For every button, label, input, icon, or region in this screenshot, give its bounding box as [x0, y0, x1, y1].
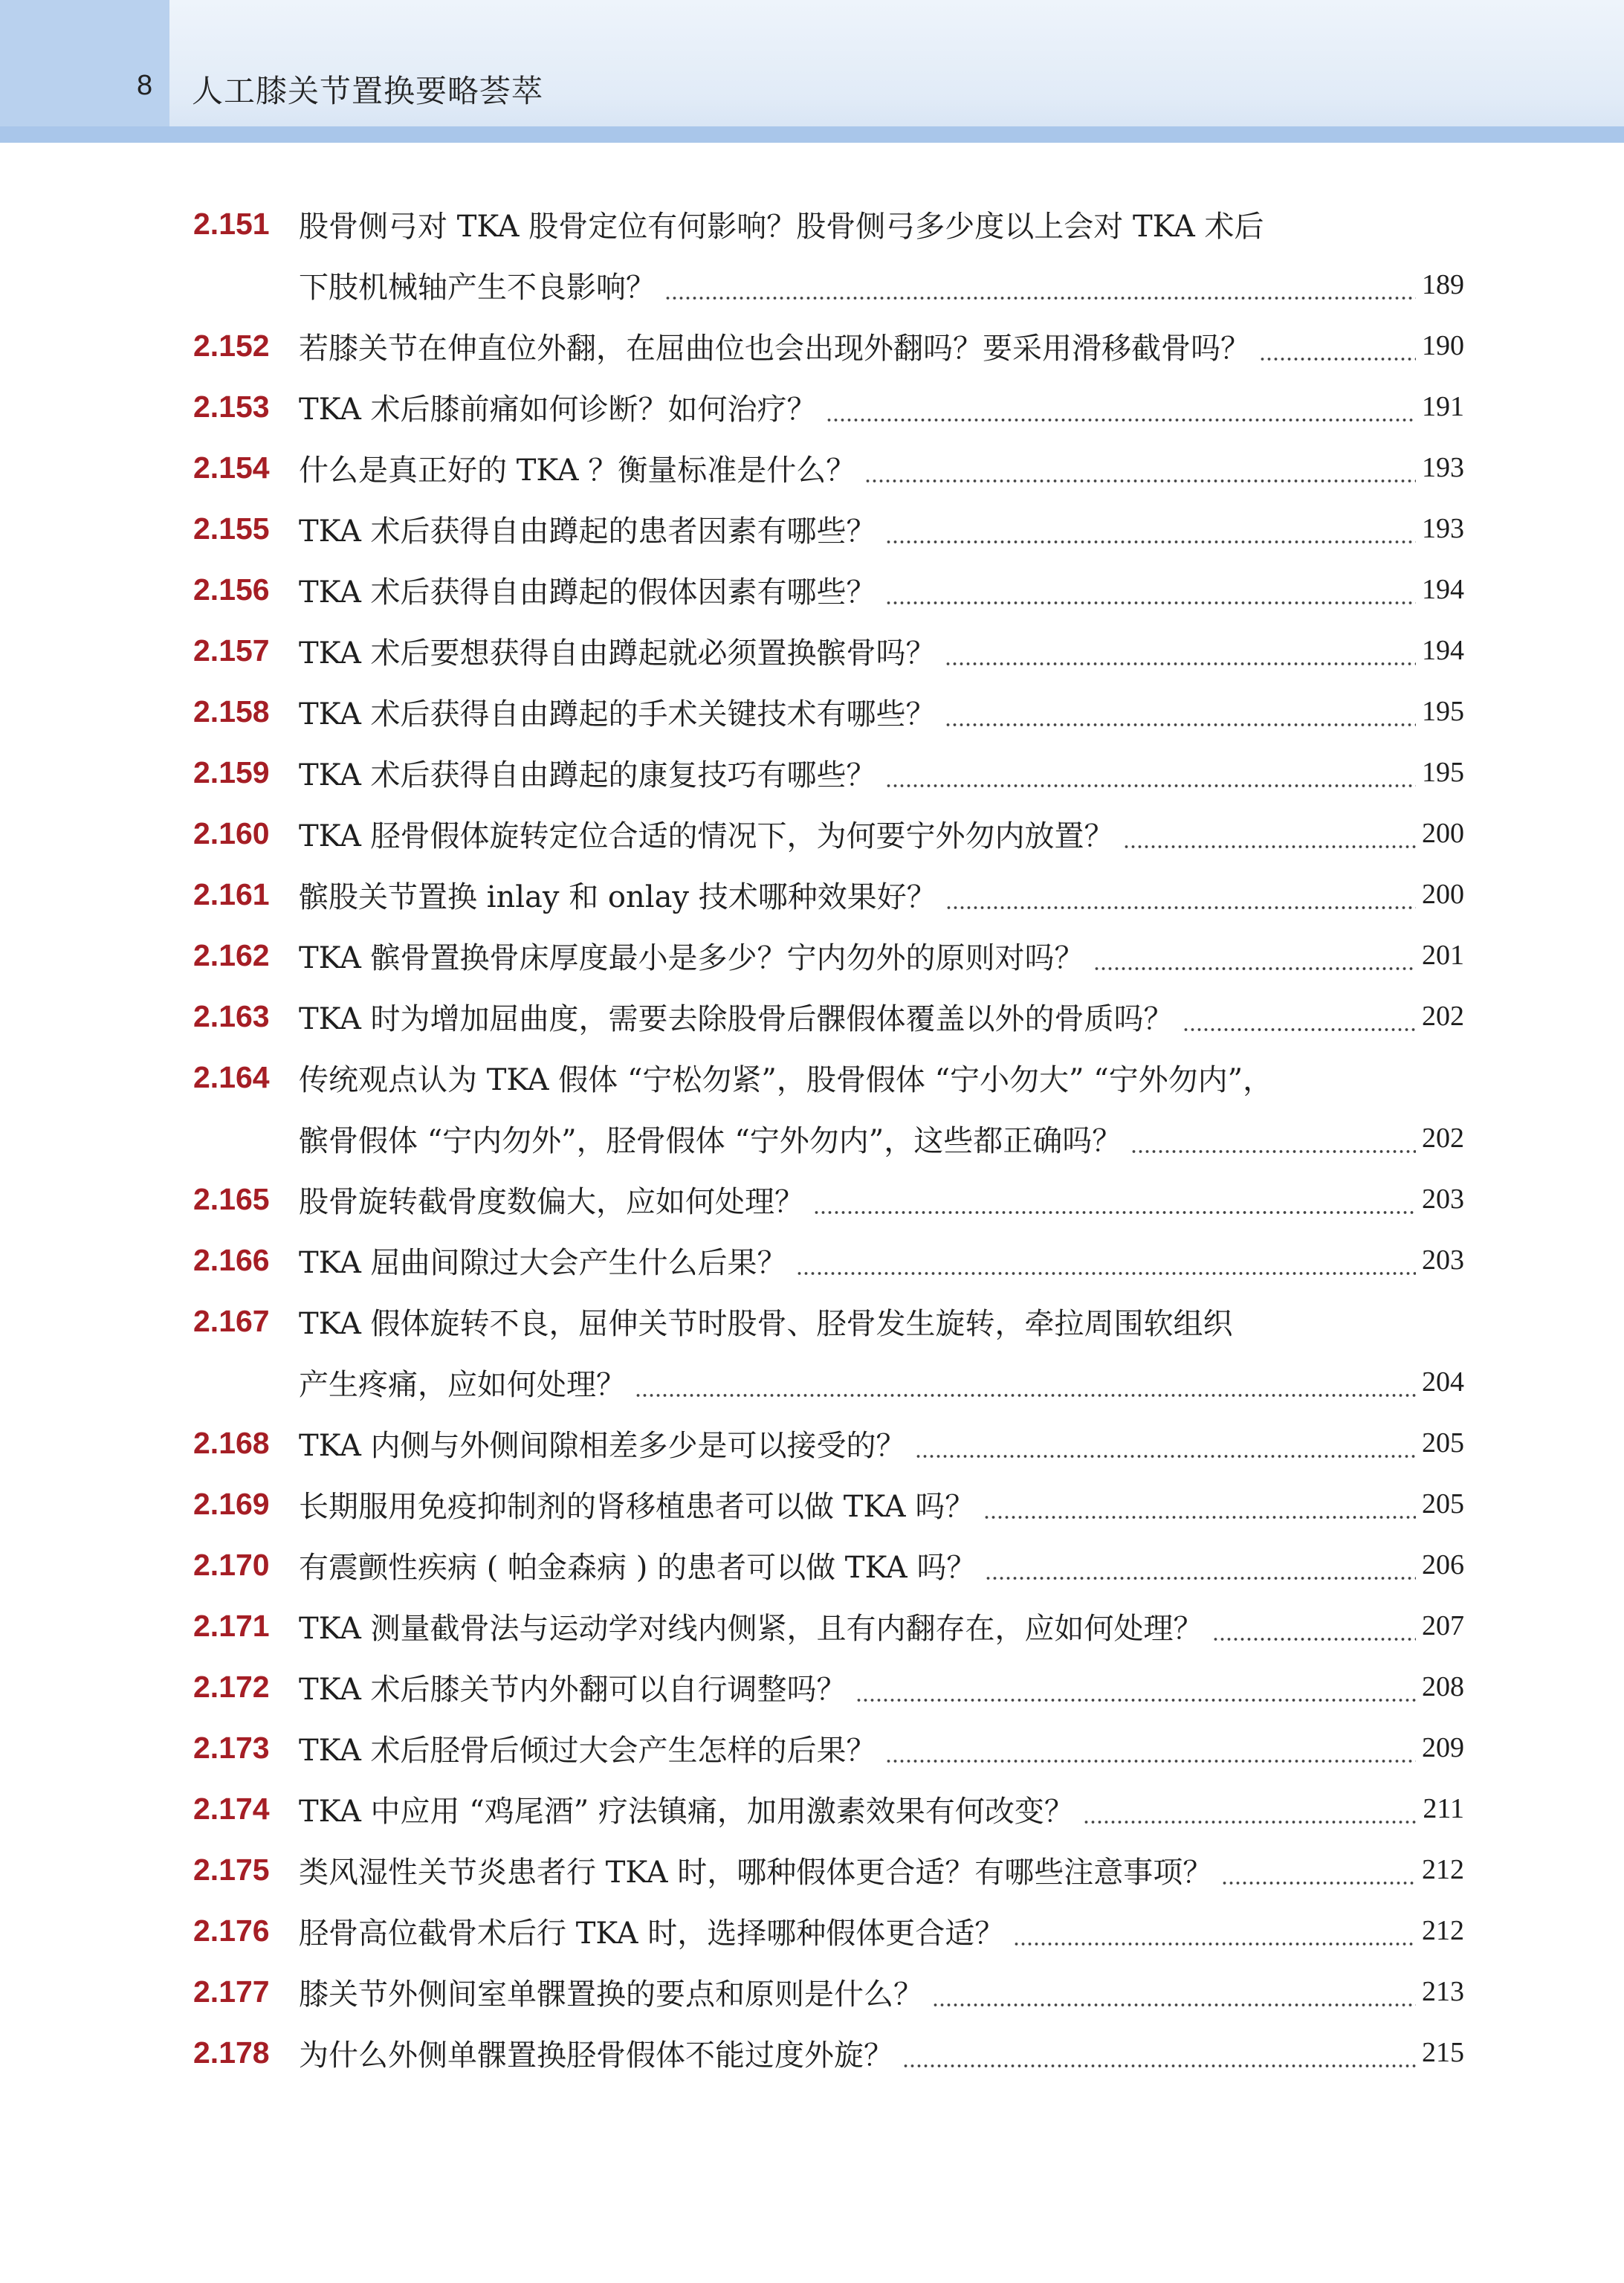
toc-line: [0, 986, 1624, 1047]
toc-line: [0, 1230, 1624, 1291]
toc-entry-title: TKA 内侧与外侧间隙相差多少是可以接受的？: [299, 1428, 906, 1463]
toc-line: [0, 1412, 1624, 1473]
toc-entry: [0, 864, 1624, 925]
toc-entry-title: TKA 术后获得自由蹲起的康复技巧有哪些？: [299, 758, 876, 792]
toc-line: [0, 1352, 1624, 1412]
toc-entry-title: 有震颤性疾病 ( 帕金森病 ) 的患者可以做 TKA 吗？: [299, 1550, 977, 1585]
toc-line: [0, 559, 1624, 620]
toc-entry: [0, 437, 1624, 498]
toc-page-number: 200: [1422, 879, 1464, 910]
toc-entry-number: 2.153: [193, 390, 270, 424]
toc-entry-title: 为什么外侧单髁置换胫骨假体不能过度外旋？: [299, 2038, 893, 2073]
toc-line: [0, 1108, 1624, 1169]
toc-entry-title: TKA 术后获得自由蹲起的假体因素有哪些？: [299, 575, 876, 610]
toc-entry-title: TKA 屈曲间隙过大会产生什么后果？: [299, 1245, 787, 1280]
toc-entry: [0, 2022, 1624, 2083]
toc-entry: [0, 1291, 1624, 1412]
toc-entry: [0, 1961, 1624, 2022]
toc-line: [0, 620, 1624, 681]
toc-line: [0, 1778, 1624, 1839]
dot-leader: [1123, 803, 1416, 864]
toc-page-number: 200: [1422, 818, 1464, 849]
toc-entry-title: 髌骨假体 “宁内勿外”，胫骨假体 “宁外勿内”，这些都正确吗？: [299, 1123, 1122, 1158]
toc-page-number: 215: [1422, 2037, 1464, 2068]
toc-entry-number: 2.154: [193, 451, 270, 485]
toc-page-number: 203: [1422, 1184, 1464, 1215]
toc-entry-title: 类风湿性关节炎患者行 TKA 时，哪种假体更合适？有哪些注意事项？: [299, 1855, 1213, 1890]
toc-entry-number: 2.163: [193, 999, 270, 1033]
dot-leader: [1130, 1108, 1416, 1169]
toc-line: [0, 803, 1624, 864]
toc-entry: [0, 1839, 1624, 1900]
toc-entry-number: 2.160: [193, 816, 270, 850]
dot-leader: [1083, 1778, 1417, 1839]
dot-leader: [1013, 1900, 1416, 1961]
toc-line: [0, 1961, 1624, 2022]
toc-entry-number: 2.169: [193, 1487, 270, 1521]
toc-page-number: 212: [1422, 1854, 1464, 1885]
toc-entry-title: TKA 术后胫骨后倾过大会产生怎样的后果？: [299, 1733, 876, 1768]
toc-page-number: 203: [1422, 1244, 1464, 1276]
toc-entry: [0, 681, 1624, 742]
toc-page-number: 206: [1422, 1549, 1464, 1580]
toc-entry-number: 2.174: [193, 1792, 270, 1826]
toc-entry-number: 2.165: [193, 1182, 270, 1216]
toc-entry: [0, 559, 1624, 620]
toc-entry-title: 胫骨高位截骨术后行 TKA 时，选择哪种假体更合适？: [299, 1916, 1005, 1951]
toc-page-number: 204: [1422, 1366, 1464, 1398]
toc-page-number: 189: [1422, 269, 1464, 300]
toc-page-number: 193: [1422, 452, 1464, 483]
toc-entry-title: 下肢机械轴产生不良影响？: [299, 270, 656, 305]
toc-page-number: 191: [1422, 391, 1464, 422]
toc-line: [0, 1900, 1624, 1961]
toc-entry-number: 2.176: [193, 1914, 270, 1948]
toc-entry: [0, 1717, 1624, 1778]
toc-entry-number: 2.157: [193, 633, 270, 668]
toc-entry-title: 股骨旋转截骨度数偏大，应如何处理？: [299, 1184, 804, 1219]
dot-leader: [826, 376, 1416, 437]
toc-entry-number: 2.156: [193, 572, 270, 607]
toc-entry-number: 2.155: [193, 511, 270, 546]
toc-entry-title: TKA 术后获得自由蹲起的手术关键技术有哪些？: [299, 697, 936, 732]
toc-line: [0, 315, 1624, 376]
toc-page-number: 205: [1422, 1427, 1464, 1459]
toc-entry-title: TKA 术后要想获得自由蹲起就必须置换髌骨吗？: [299, 636, 936, 671]
toc-entry: [0, 193, 1624, 315]
toc-entry: [0, 1473, 1624, 1534]
page-number: 8: [137, 70, 153, 101]
toc-entry-title: TKA 胫骨假体旋转定位合适的情况下，为何要宁外勿内放置？: [299, 818, 1114, 853]
toc-line: [0, 1595, 1624, 1656]
dot-leader: [855, 1656, 1416, 1717]
toc-entry-title: 股骨侧弓对 TKA 股骨定位有何影响？股骨侧弓多少度以上会对 TKA 术后: [299, 209, 1264, 244]
toc-page-number: 209: [1422, 1732, 1464, 1763]
toc-page-number: 194: [1422, 635, 1464, 666]
toc-entry-title: 什么是真正好的 TKA ？衡量标准是什么？: [299, 453, 856, 488]
toc-line: [0, 254, 1624, 315]
toc-line: [0, 742, 1624, 803]
toc-page-number: 213: [1422, 1976, 1464, 2007]
toc-entry-title: 髌股关节置换 inlay 和 onlay 技术哪种效果好？: [299, 879, 936, 914]
toc-entry: [0, 742, 1624, 803]
toc-line: [0, 2022, 1624, 2083]
toc-entry-title: 膝关节外侧间室单髁置换的要点和原则是什么？: [299, 1977, 923, 2012]
dot-leader: [864, 437, 1416, 498]
toc-line: [0, 437, 1624, 498]
dot-leader: [1259, 315, 1416, 376]
toc-entry-number: 2.177: [193, 1974, 270, 2009]
dot-leader: [915, 1412, 1416, 1473]
toc-line: [0, 925, 1624, 986]
toc-entry-title: TKA 中应用 “鸡尾酒” 疗法镇痛，加用激素效果有何改变？: [299, 1794, 1074, 1829]
header-rule: [0, 126, 1624, 143]
toc-entry-title: 产生疼痛，应如何处理？: [299, 1367, 626, 1402]
toc-page-number: 208: [1422, 1671, 1464, 1702]
toc-page-number: 207: [1422, 1610, 1464, 1641]
toc-page-number: 202: [1422, 1123, 1464, 1154]
toc-entry-number: 2.178: [193, 2035, 270, 2070]
toc-line: [0, 1473, 1624, 1534]
toc-entry: [0, 376, 1624, 437]
toc-entry-number: 2.162: [193, 938, 270, 972]
dot-leader: [796, 1230, 1416, 1291]
toc-entry: [0, 803, 1624, 864]
toc-entry-title: 若膝关节在伸直位外翻，在屈曲位也会出现外翻吗？要采用滑移截骨吗？: [299, 331, 1250, 366]
toc-entry-title: TKA 测量截骨法与运动学对线内侧紧，且有内翻存在，应如何处理？: [299, 1611, 1203, 1646]
toc-line: [0, 1534, 1624, 1595]
toc-page-number: 194: [1422, 574, 1464, 605]
toc-entry-number: 2.173: [193, 1731, 270, 1765]
toc-line: [0, 1291, 1624, 1352]
toc-entry-number: 2.159: [193, 755, 270, 789]
dot-leader: [945, 864, 1416, 925]
toc-line: [0, 193, 1624, 254]
dot-leader: [885, 559, 1416, 620]
toc-line: [0, 1839, 1624, 1900]
dot-leader: [945, 681, 1416, 742]
toc-line: [0, 1717, 1624, 1778]
toc-line: [0, 864, 1624, 925]
toc-entry: [0, 1656, 1624, 1717]
toc-entry-title: 长期服用免疫抑制剂的肾移植患者可以做 TKA 吗？: [299, 1489, 975, 1524]
toc-line: [0, 376, 1624, 437]
toc-page-number: 211: [1423, 1793, 1464, 1824]
running-title: 人工膝关节置换要略荟萃: [192, 73, 544, 109]
toc-entry: [0, 1412, 1624, 1473]
dot-leader: [885, 1717, 1416, 1778]
toc-line: [0, 498, 1624, 559]
dot-leader: [885, 742, 1416, 803]
toc-entry: [0, 1230, 1624, 1291]
toc-line: [0, 1169, 1624, 1230]
toc-entry-title: TKA 术后膝关节内外翻可以自行调整吗？: [299, 1672, 847, 1707]
toc-entry: [0, 986, 1624, 1047]
toc-line: [0, 1047, 1624, 1108]
toc-entry: [0, 1900, 1624, 1961]
toc-entry-number: 2.171: [193, 1609, 270, 1643]
toc-entry-title: 传统观点认为 TKA 假体 “宁松勿紧”，股骨假体 “宁小勿大” “宁外勿内”，: [299, 1062, 1273, 1097]
toc-entry: [0, 1169, 1624, 1230]
dot-leader: [885, 498, 1416, 559]
toc-entry: [0, 1047, 1624, 1169]
toc-entry-number: 2.161: [193, 877, 270, 911]
toc-entry-number: 2.167: [193, 1304, 270, 1338]
toc-entry-title: TKA 假体旋转不良，屈伸关节时股骨、胫骨发生旋转，牵拉周围软组织: [299, 1306, 1233, 1341]
toc-entry: [0, 498, 1624, 559]
dot-leader: [1093, 925, 1416, 986]
toc-entry: [0, 620, 1624, 681]
dot-leader: [902, 2022, 1416, 2083]
toc-entry-number: 2.172: [193, 1670, 270, 1704]
dot-leader: [1183, 986, 1416, 1047]
dot-leader: [1212, 1595, 1416, 1656]
toc-page-number: 193: [1422, 513, 1464, 544]
toc-entry-number: 2.164: [193, 1060, 270, 1094]
toc-entry-number: 2.151: [193, 207, 270, 241]
dot-leader: [945, 620, 1416, 681]
toc-entry-title: TKA 髌骨置换骨床厚度最小是多少？宁内勿外的原则对吗？: [299, 940, 1084, 975]
toc-entry-number: 2.175: [193, 1853, 270, 1887]
table-of-contents: [0, 193, 1624, 2083]
toc-line: [0, 681, 1624, 742]
toc-entry: [0, 1595, 1624, 1656]
toc-entry: [0, 1778, 1624, 1839]
toc-entry-number: 2.152: [193, 329, 270, 363]
toc-page-number: 205: [1422, 1488, 1464, 1520]
dot-leader: [813, 1169, 1416, 1230]
dot-leader: [985, 1534, 1416, 1595]
toc-entry-title: TKA 时为增加屈曲度，需要去除股骨后髁假体覆盖以外的骨质吗？: [299, 1001, 1174, 1036]
dot-leader: [932, 1961, 1416, 2022]
page-header: [0, 0, 1624, 141]
toc-entry: [0, 1534, 1624, 1595]
toc-page-number: 190: [1422, 330, 1464, 361]
toc-entry-number: 2.168: [193, 1426, 270, 1460]
dot-leader: [983, 1473, 1416, 1534]
toc-entry: [0, 315, 1624, 376]
toc-entry-number: 2.166: [193, 1243, 270, 1277]
toc-page-number: 195: [1422, 696, 1464, 727]
dot-leader: [664, 254, 1416, 315]
toc-page-number: 195: [1422, 757, 1464, 788]
toc-entry-title: TKA 术后膝前痛如何诊断？如何治疗？: [299, 392, 817, 427]
toc-line: [0, 1656, 1624, 1717]
dot-leader: [635, 1352, 1416, 1412]
toc-entry: [0, 925, 1624, 986]
dot-leader: [1221, 1839, 1416, 1900]
toc-entry-number: 2.158: [193, 694, 270, 729]
toc-page-number: 202: [1422, 1001, 1464, 1032]
toc-page-number: 212: [1422, 1915, 1464, 1946]
toc-page-number: 201: [1422, 940, 1464, 971]
toc-entry-title: TKA 术后获得自由蹲起的患者因素有哪些？: [299, 514, 876, 549]
toc-entry-number: 2.170: [193, 1548, 270, 1582]
